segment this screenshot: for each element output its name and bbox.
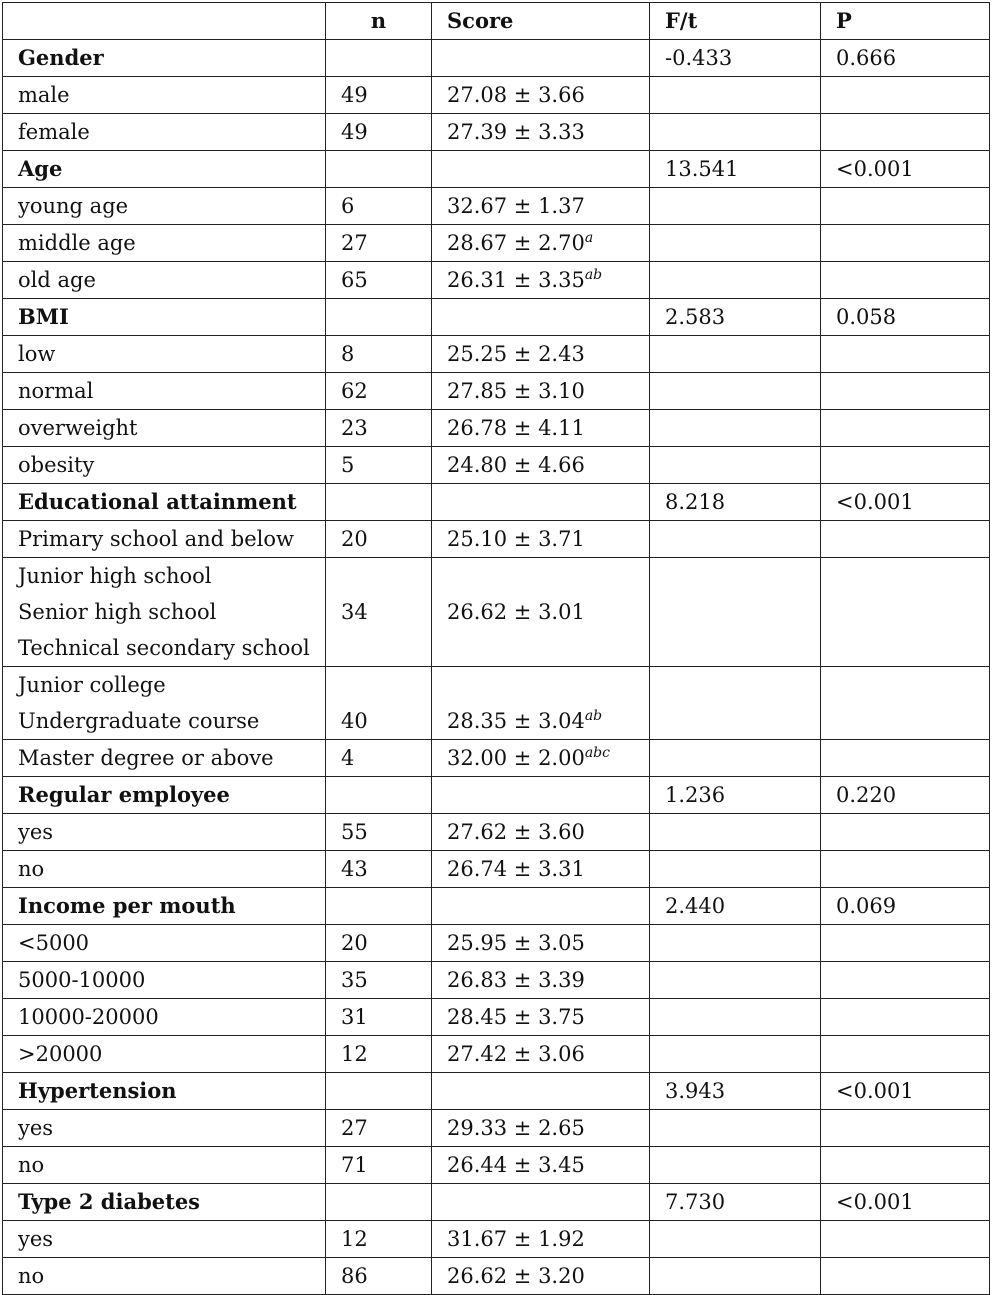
cell-n: 5 — [326, 447, 432, 484]
cell-score — [432, 299, 650, 336]
cell-score — [432, 225, 650, 262]
row-label: <5000 — [3, 925, 326, 962]
table-row — [3, 740, 990, 777]
cell-p: <0.001 — [821, 484, 990, 521]
cell-f-t — [650, 225, 821, 262]
score-superscript: ab — [584, 708, 603, 724]
score-value: 29.33 ± 2.65 — [447, 1116, 585, 1140]
score-value: 27.08 ± 3.66 — [447, 83, 585, 107]
cell-score — [432, 777, 650, 814]
cell-p — [821, 225, 990, 262]
score-value: 26.44 ± 3.45 — [447, 1153, 585, 1177]
row-label-line: Undergraduate course — [18, 709, 260, 733]
cell-p — [821, 262, 990, 299]
score-superscript: ab — [584, 267, 603, 283]
row-label: yes — [3, 1221, 326, 1258]
score-value: 26.78 ± 4.11 — [447, 416, 585, 440]
row-label: obesity — [3, 447, 326, 484]
row-label: male — [3, 77, 326, 114]
table-group-row — [3, 1073, 990, 1110]
table-row — [3, 262, 990, 299]
group-label: Hypertension — [3, 1073, 326, 1110]
cell-p — [821, 1110, 990, 1147]
table-row — [3, 962, 990, 999]
cell-p — [821, 77, 990, 114]
cell-score — [432, 925, 650, 962]
cell-n: 12 — [326, 1036, 432, 1073]
table-row — [3, 1221, 990, 1258]
score-value: 25.95 ± 3.05 — [447, 931, 585, 955]
cell-score — [432, 1036, 650, 1073]
row-label: 5000-10000 — [3, 962, 326, 999]
score-value: 26.62 ± 3.20 — [447, 1264, 585, 1288]
score-value: 28.35 ± 3.04 — [447, 709, 585, 733]
cell-score — [432, 521, 650, 558]
row-label: >20000 — [3, 1036, 326, 1073]
cell-f-t — [650, 1147, 821, 1184]
cell-n — [326, 299, 432, 336]
table-row — [3, 447, 990, 484]
group-label: BMI — [3, 299, 326, 336]
cell-score — [432, 888, 650, 925]
cell-n: 20 — [326, 925, 432, 962]
cell-p — [821, 336, 990, 373]
cell-p — [821, 814, 990, 851]
cell-score — [432, 262, 650, 299]
table-group-row — [3, 777, 990, 814]
cell-n: 86 — [326, 1258, 432, 1295]
cell-p: 0.666 — [821, 40, 990, 77]
data-table — [2, 2, 990, 1295]
table-row — [3, 1036, 990, 1073]
cell-score — [432, 1147, 650, 1184]
score-superscript: abc — [584, 745, 610, 761]
table-row — [3, 925, 990, 962]
row-label-line: Junior high school — [18, 564, 212, 588]
row-label — [3, 667, 326, 740]
cell-p — [821, 373, 990, 410]
table-row — [3, 521, 990, 558]
score-value: 25.10 ± 3.71 — [447, 527, 585, 551]
table-row — [3, 114, 990, 151]
cell-f-t — [650, 114, 821, 151]
cell-p — [821, 962, 990, 999]
cell-p — [821, 447, 990, 484]
cell-score — [432, 151, 650, 188]
cell-f-t — [650, 1221, 821, 1258]
table-header — [3, 3, 990, 40]
cell-f-t — [650, 521, 821, 558]
cell-score — [432, 1221, 650, 1258]
group-label: Educational attainment — [3, 484, 326, 521]
cell-n: 49 — [326, 114, 432, 151]
table-row — [3, 1110, 990, 1147]
score-value: 32.67 ± 1.37 — [447, 194, 585, 218]
cell-p — [821, 558, 990, 667]
score-value: 26.62 ± 3.01 — [447, 600, 585, 624]
cell-p: 0.220 — [821, 777, 990, 814]
score-value: 24.80 ± 4.66 — [447, 453, 585, 477]
score-value: 28.67 ± 2.70 — [447, 231, 585, 255]
group-label: Income per mouth — [3, 888, 326, 925]
cell-score — [432, 1110, 650, 1147]
cell-p: <0.001 — [821, 1073, 990, 1110]
cell-f-t — [650, 925, 821, 962]
table-row — [3, 373, 990, 410]
cell-f-t: 2.440 — [650, 888, 821, 925]
cell-f-t — [650, 667, 821, 740]
table-row — [3, 225, 990, 262]
cell-p — [821, 1036, 990, 1073]
cell-n: 8 — [326, 336, 432, 373]
cell-p — [821, 521, 990, 558]
cell-f-t: 1.236 — [650, 777, 821, 814]
cell-n — [326, 888, 432, 925]
cell-n — [326, 40, 432, 77]
score-value: 26.83 ± 3.39 — [447, 968, 585, 992]
cell-n: 27 — [326, 1110, 432, 1147]
row-label-line: Senior high school — [18, 600, 217, 624]
score-value: 27.42 ± 3.06 — [447, 1042, 585, 1066]
table-row — [3, 410, 990, 447]
cell-score — [432, 814, 650, 851]
row-label: middle age — [3, 225, 326, 262]
table-row — [3, 667, 990, 740]
cell-n: 12 — [326, 1221, 432, 1258]
cell-f-t: -0.433 — [650, 40, 821, 77]
score-value: 27.62 ± 3.60 — [447, 820, 585, 844]
table-row — [3, 188, 990, 225]
cell-score — [432, 77, 650, 114]
table-row — [3, 77, 990, 114]
table-row — [3, 814, 990, 851]
cell-n — [326, 484, 432, 521]
group-label: Regular employee — [3, 777, 326, 814]
cell-f-t — [650, 999, 821, 1036]
cell-n: 62 — [326, 373, 432, 410]
cell-score — [432, 114, 650, 151]
header-score: Score — [432, 3, 650, 40]
cell-n: 27 — [326, 225, 432, 262]
cell-f-t — [650, 410, 821, 447]
row-label: 10000-20000 — [3, 999, 326, 1036]
cell-f-t: 8.218 — [650, 484, 821, 521]
cell-n: 4 — [326, 740, 432, 777]
cell-f-t — [650, 262, 821, 299]
cell-f-t — [650, 336, 821, 373]
cell-p — [821, 410, 990, 447]
cell-n: 23 — [326, 410, 432, 447]
cell-n: 20 — [326, 521, 432, 558]
table-group-row — [3, 299, 990, 336]
score-value: 25.25 ± 2.43 — [447, 342, 585, 366]
score-value: 27.85 ± 3.10 — [447, 379, 585, 403]
cell-n: 35 — [326, 962, 432, 999]
cell-f-t: 3.943 — [650, 1073, 821, 1110]
cell-score — [432, 188, 650, 225]
cell-score — [432, 558, 650, 667]
cell-n: 49 — [326, 77, 432, 114]
cell-p — [821, 667, 990, 740]
row-label — [3, 558, 326, 667]
cell-n — [326, 151, 432, 188]
cell-n — [326, 777, 432, 814]
cell-score — [432, 999, 650, 1036]
row-label: female — [3, 114, 326, 151]
cell-p — [821, 114, 990, 151]
row-label: no — [3, 1258, 326, 1295]
group-label: Type 2 diabetes — [3, 1184, 326, 1221]
score-value: 32.00 ± 2.00 — [447, 746, 585, 770]
cell-p — [821, 925, 990, 962]
cell-n: 43 — [326, 851, 432, 888]
cell-f-t — [650, 851, 821, 888]
row-label: overweight — [3, 410, 326, 447]
row-label-line: Technical secondary school — [18, 636, 310, 660]
cell-f-t — [650, 558, 821, 667]
table-group-row — [3, 40, 990, 77]
table-row — [3, 1147, 990, 1184]
row-label: yes — [3, 814, 326, 851]
cell-score — [432, 447, 650, 484]
cell-n: 31 — [326, 999, 432, 1036]
cell-n: 71 — [326, 1147, 432, 1184]
row-label: no — [3, 851, 326, 888]
cell-score — [432, 1258, 650, 1295]
cell-score — [432, 40, 650, 77]
row-label: no — [3, 1147, 326, 1184]
cell-f-t — [650, 373, 821, 410]
row-label: Primary school and below — [3, 521, 326, 558]
row-label: Master degree or above — [3, 740, 326, 777]
cell-f-t — [650, 77, 821, 114]
cell-p — [821, 1221, 990, 1258]
header-f-t: F/t — [650, 3, 821, 40]
cell-p: <0.001 — [821, 151, 990, 188]
cell-n: 55 — [326, 814, 432, 851]
cell-score — [432, 336, 650, 373]
table-group-row — [3, 151, 990, 188]
row-label: old age — [3, 262, 326, 299]
table-row — [3, 558, 990, 667]
cell-score — [432, 667, 650, 740]
row-label: low — [3, 336, 326, 373]
table-row — [3, 851, 990, 888]
cell-f-t: 2.583 — [650, 299, 821, 336]
cell-n: 34 — [326, 558, 432, 667]
cell-p: <0.001 — [821, 1184, 990, 1221]
cell-p — [821, 1258, 990, 1295]
cell-score — [432, 851, 650, 888]
table-row — [3, 999, 990, 1036]
table-row — [3, 1258, 990, 1295]
table-group-row — [3, 888, 990, 925]
group-label: Gender — [3, 40, 326, 77]
score-value: 26.31 ± 3.35 — [447, 268, 585, 292]
cell-f-t — [650, 740, 821, 777]
cell-n — [326, 1184, 432, 1221]
cell-score — [432, 410, 650, 447]
cell-p — [821, 1147, 990, 1184]
table-group-row — [3, 484, 990, 521]
header-p: P — [821, 3, 990, 40]
cell-f-t — [650, 962, 821, 999]
group-label: Age — [3, 151, 326, 188]
score-value: 28.45 ± 3.75 — [447, 1005, 585, 1029]
row-label: yes — [3, 1110, 326, 1147]
score-value: 27.39 ± 3.33 — [447, 120, 585, 144]
cell-p: 0.069 — [821, 888, 990, 925]
table-row — [3, 336, 990, 373]
row-label: young age — [3, 188, 326, 225]
score-value: 26.74 ± 3.31 — [447, 857, 585, 881]
cell-score — [432, 1073, 650, 1110]
cell-f-t — [650, 447, 821, 484]
cell-f-t — [650, 1036, 821, 1073]
row-label-line: Junior college — [18, 673, 166, 697]
cell-n — [326, 1073, 432, 1110]
cell-f-t — [650, 814, 821, 851]
cell-p — [821, 851, 990, 888]
table-group-row — [3, 1184, 990, 1221]
cell-p: 0.058 — [821, 299, 990, 336]
table-body — [3, 40, 990, 1295]
row-label: normal — [3, 373, 326, 410]
cell-f-t: 13.541 — [650, 151, 821, 188]
header-variable — [3, 3, 326, 40]
cell-f-t — [650, 1258, 821, 1295]
cell-score — [432, 740, 650, 777]
cell-p — [821, 188, 990, 225]
score-value: 31.67 ± 1.92 — [447, 1227, 585, 1251]
cell-score — [432, 1184, 650, 1221]
cell-p — [821, 740, 990, 777]
cell-p — [821, 999, 990, 1036]
cell-f-t — [650, 188, 821, 225]
cell-n: 65 — [326, 262, 432, 299]
header-row — [3, 3, 990, 40]
cell-score — [432, 373, 650, 410]
cell-f-t: 7.730 — [650, 1184, 821, 1221]
header-n: n — [326, 3, 432, 40]
cell-f-t — [650, 1110, 821, 1147]
cell-n: 6 — [326, 188, 432, 225]
cell-score — [432, 484, 650, 521]
score-superscript: a — [584, 230, 594, 246]
cell-n: 40 — [326, 667, 432, 740]
cell-score — [432, 962, 650, 999]
